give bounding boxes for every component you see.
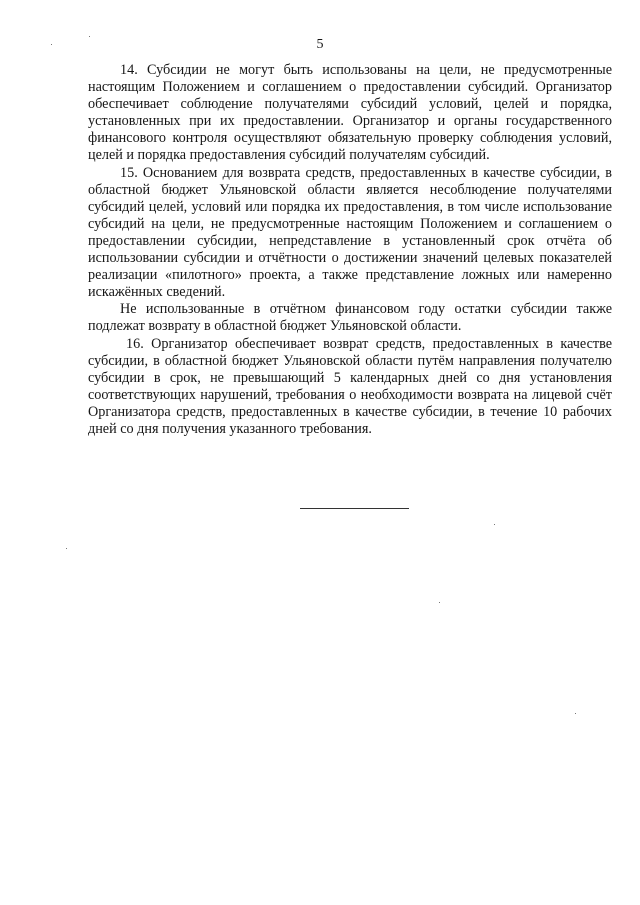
scan-speck xyxy=(439,602,440,603)
paragraph-14: 14. Субсидии не могут быть использованы на цели, не предусмотренные настоящим Положением и соглашением о предоставлении субсидий. Организатор обеспечивает соблюдение получателями субсидий условий, целей и порядка, установленных при их предоставлении. Организатор и органы государственного финансового контроля осуществляют обязательную проверку соблюдения условий, целей и порядка предоставления субсидий получателям субсидий. xyxy=(88,62,612,164)
scan-speck xyxy=(66,548,67,549)
end-divider xyxy=(300,508,409,509)
page-number: 5 xyxy=(316,37,324,52)
paragraph-16: 16. Организатор обеспечивает возврат средств, предоставленных в качестве субсидии, в областной бюджет Ульяновской области путём направления получателю субсидии в срок, не превышающий 5 календарных дней со дня установления соответствующих нарушений, требования о необходимости возврата на лицевой счёт Организатора средств, предоставленных в качестве субсидии, в течение 10 рабочих дней со дня получения указанного требования. xyxy=(88,335,612,437)
scan-speck xyxy=(89,36,90,37)
paragraph-15-continuation: Не использованные в отчётном финансовом году остатки субсидии также подлежат возврату в областной бюджет Ульяновской области. xyxy=(88,301,612,335)
paragraph-15: 15. Основанием для возврата средств, предоставленных в качестве субсидии, в областной бюджет Ульяновской области является несоблюдение получателями субсидий целей, условий или порядка их предоставления, в том числе использование субсидий на цели, не предусмотренные настоящим Положением и соглашением о предоставлении субсидии, непредставление в установленный срок отчёта об использовании субсидии и отчётности о достижении значений целевых показателей реализации «пилотного» проекта, а также представление ложных или намеренно искажённых сведений. xyxy=(88,164,612,301)
scan-speck xyxy=(575,713,576,714)
document-body xyxy=(88,62,612,438)
scan-speck xyxy=(51,44,52,45)
scan-speck xyxy=(494,524,495,525)
